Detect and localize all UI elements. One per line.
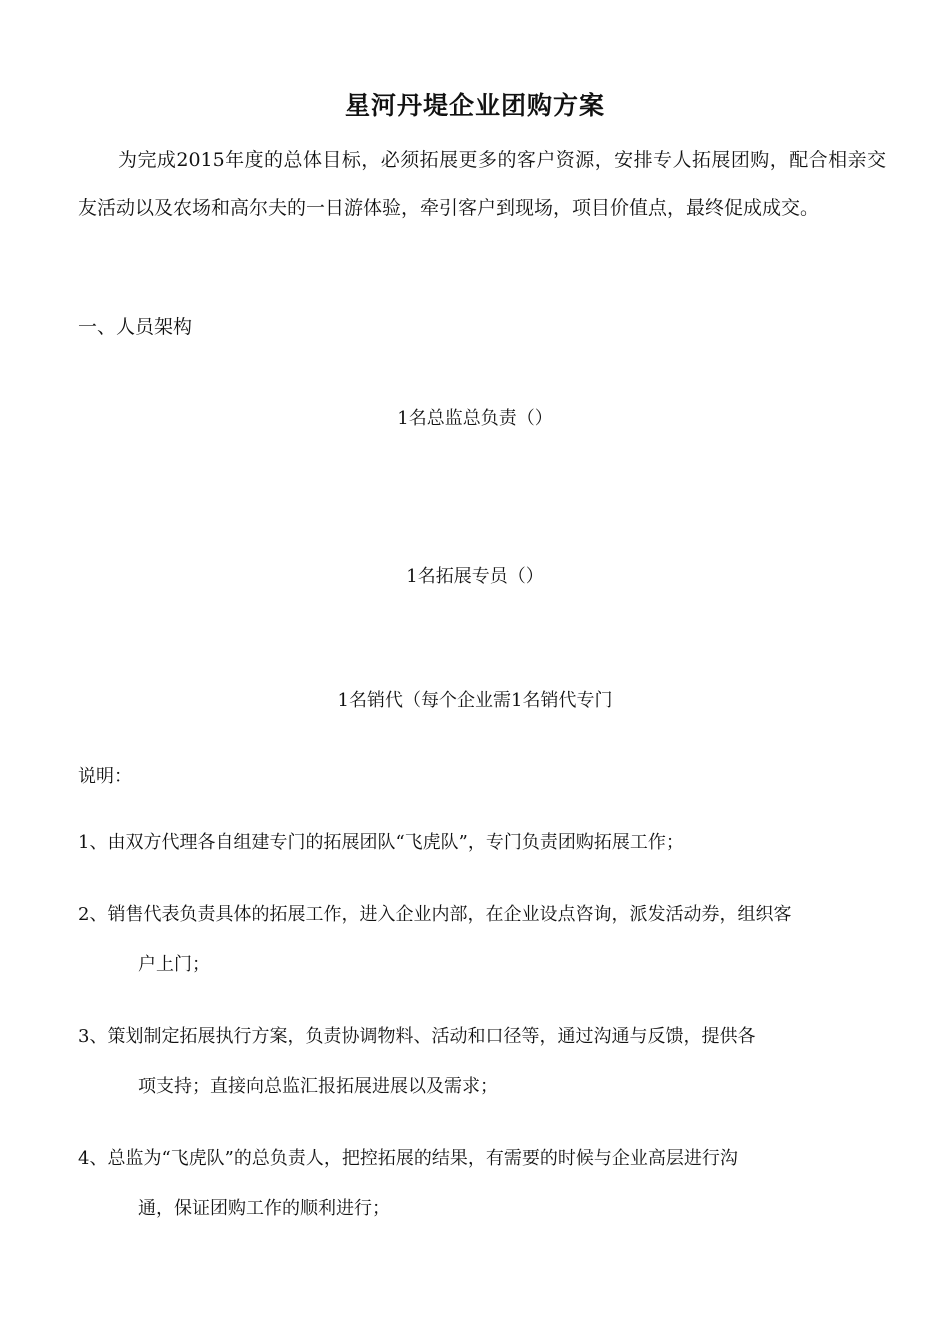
list-item-text: 4、总监为“飞虎队”的总负责人，把控拓展的结果，有需要的时候与企业高层进行沟	[78, 1148, 738, 1169]
list-item	[78, 1012, 886, 1112]
list-item-continuation: 项支持；直接向总监汇报拓展进展以及需求；	[138, 1076, 498, 1097]
org-chart-expansion-specialist: 1名拓展专员（）	[406, 566, 544, 587]
list-item-continuation: 户上门；	[138, 954, 210, 975]
list-item-text: 3、策划制定拓展执行方案，负责协调物料、活动和口径等，通过沟通与反馈，提供各	[78, 1026, 756, 1047]
list-item	[78, 818, 886, 868]
document-title: 星河丹堤企业团购方案	[344, 91, 605, 120]
list-item-continuation: 通，保证团购工作的顺利进行；	[138, 1198, 390, 1219]
list-item	[78, 1134, 886, 1234]
section-heading-staff-structure: 一、人员架构	[78, 316, 193, 338]
org-chart-sales-rep: 1名销代（每个企业需1名销代专门	[337, 690, 613, 711]
list-item	[78, 890, 886, 990]
notes-label: 说明：	[78, 766, 132, 787]
list-item-text: 2、销售代表负责具体的拓展工作，进入企业内部，在企业设点咨询，派发活动券，组织客	[78, 904, 792, 925]
org-chart-director: 1名总监总负责（）	[397, 408, 553, 429]
list-item-text: 1、由双方代理各自组建专门的拓展团队“飞虎队”，专门负责团购拓展工作；	[78, 832, 684, 853]
intro-paragraph: 为完成2015年度的总体目标，必须拓展更多的客户资源，安排专人拓展团购，配合相亲交友活动以及农场和高尔夫的一日游体验，牵引客户到现场，项目价值点，最终促成成交。	[78, 149, 886, 219]
